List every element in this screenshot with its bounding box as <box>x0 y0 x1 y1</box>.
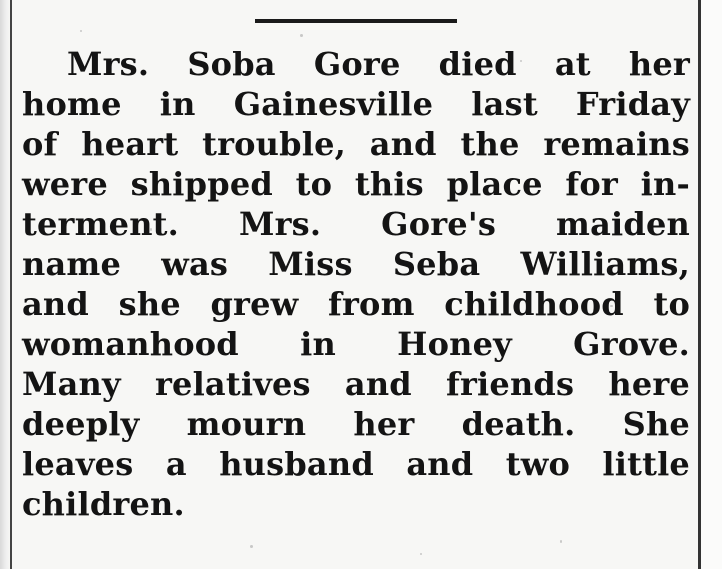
article-line: deeply mourn her death. She <box>22 405 690 443</box>
print-speck <box>420 553 422 555</box>
section-divider-rule <box>255 19 457 23</box>
article-line: terment. Mrs. Gore's maiden <box>22 205 690 243</box>
article-line: name was Miss Seba Williams, <box>22 245 690 283</box>
print-speck <box>250 545 253 548</box>
article-line: home in Gainesville last Friday <box>22 85 690 123</box>
print-speck <box>80 30 82 32</box>
left-margin-shadow <box>0 0 10 569</box>
article-line: Many relatives and friends here <box>22 365 690 403</box>
obituary-article <box>22 44 690 524</box>
print-speck <box>300 34 303 37</box>
article-line: womanhood in Honey Grove. <box>22 325 690 363</box>
article-line: leaves a husband and two little <box>22 445 690 483</box>
left-column-rule <box>10 0 12 569</box>
print-speck <box>560 540 562 543</box>
article-line: were shipped to this place for in- <box>22 165 690 203</box>
article-line: and she grew from childhood to <box>22 285 690 323</box>
article-line: of heart trouble, and the remains <box>22 125 690 163</box>
right-margin <box>701 0 722 569</box>
article-line: children. <box>22 485 185 523</box>
article-line: Mrs. Soba Gore died at her <box>67 45 690 83</box>
